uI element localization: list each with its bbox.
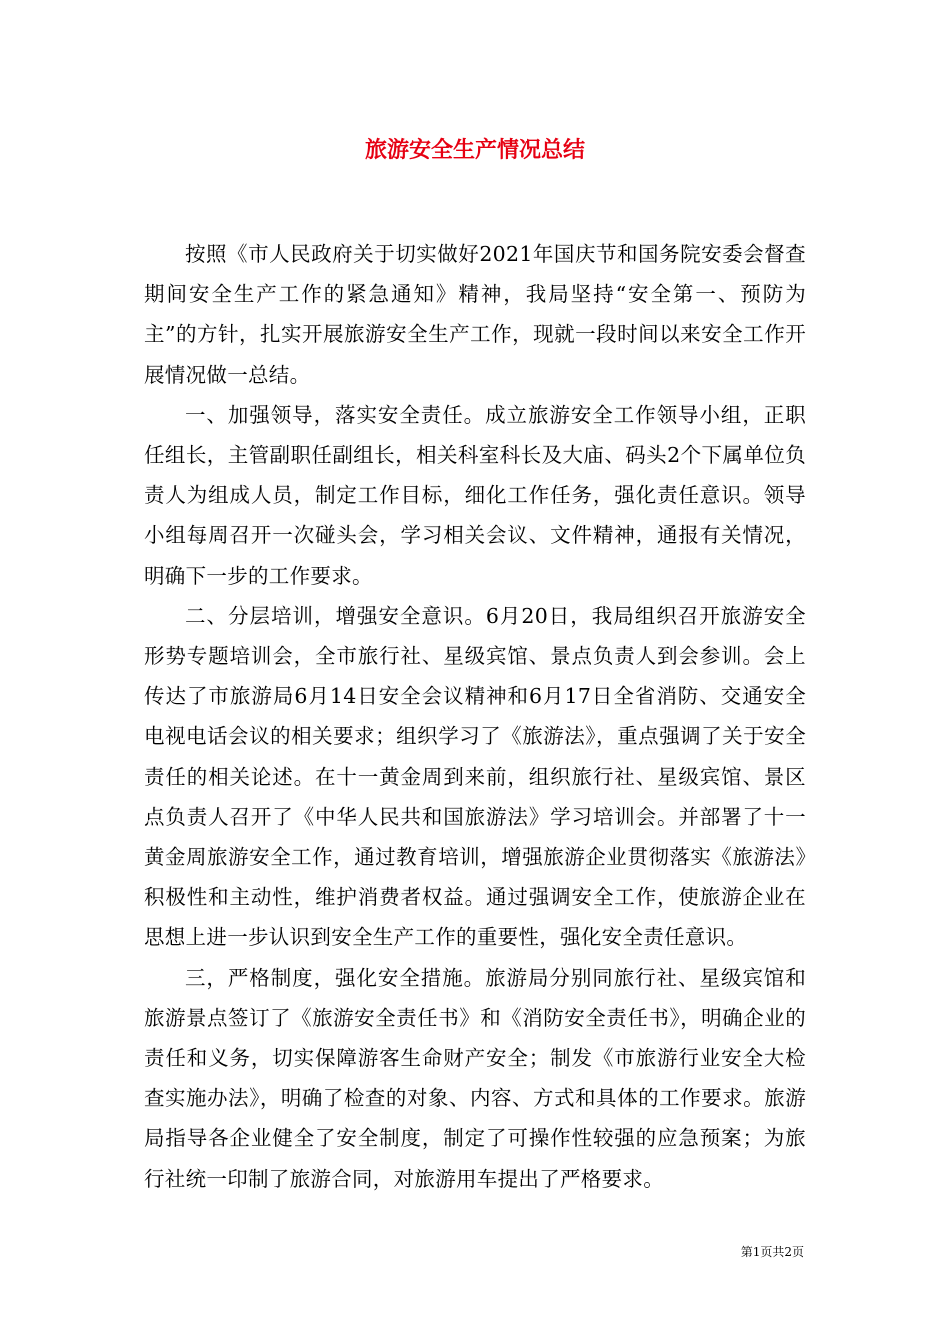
- document-body: [144, 234, 806, 1199]
- paragraph-intro: 按照《市人民政府关于切实做好2021年国庆节和国务院安委会督查期间安全生产工作的紧急通知》精神，我局坚持“安全第一、预防为主”的方针，扎实开展旅游安全生产工作，现就一段时间以来安全工作开展情况做一总结。: [144, 242, 806, 387]
- paragraph-section-3: 三，严格制度，强化安全措施。旅游局分别同旅行社、星级宾馆和旅游景点签订了《旅游安全责任书》和《消防安全责任书》，明确企业的责任和义务，切实保障游客生命财产安全；制发《市旅游行业安全大检查实施办法》，明确了检查的对象、内容、方式和具体的工作要求。旅游局指导各企业健全了安全制度，制定了可操作性较强的应急预案；为旅行社统一印制了旅游合同，对旅游用车提出了严格要求。: [144, 965, 806, 1191]
- paragraph-section-1: 一、加强领导，落实安全责任。成立旅游安全工作领导小组，正职任组长，主管副职任副组长，相关科室科长及大庙、码头2个下属单位负责人为组成人员，制定工作目标，细化工作任务，强化责任意识。领导小组每周召开一次碰头会，学习相关会议、文件精神，通报有关情况，明确下一步的工作要求。: [144, 402, 806, 588]
- paragraph-section-2: 二、分层培训，增强安全意识。6月20日，我局组织召开旅游安全形势专题培训会，全市旅行社、星级宾馆、景点负责人到会参训。会上传达了市旅游局6月14日安全会议精神和6月17日全省消防、交通安全电视电话会议的相关要求；组织学习了《旅游法》，重点强调了关于安全责任的相关论述。在十一黄金周到来前，组织旅行社、星级宾馆、景区点负责人召开了《中华人民共和国旅游法》学习培训会。并部署了十一黄金周旅游安全工作，通过教育培训，增强旅游企业贯彻落实《旅游法》积极性和主动性，维护消费者权益。通过强调安全工作，使旅游企业在思想上进一步认识到安全生产工作的重要性，强化安全责任意识。: [144, 603, 806, 950]
- page-number: 第1页共2页: [740, 1245, 804, 1259]
- document-title: 旅游安全生产情况总结: [364, 137, 585, 163]
